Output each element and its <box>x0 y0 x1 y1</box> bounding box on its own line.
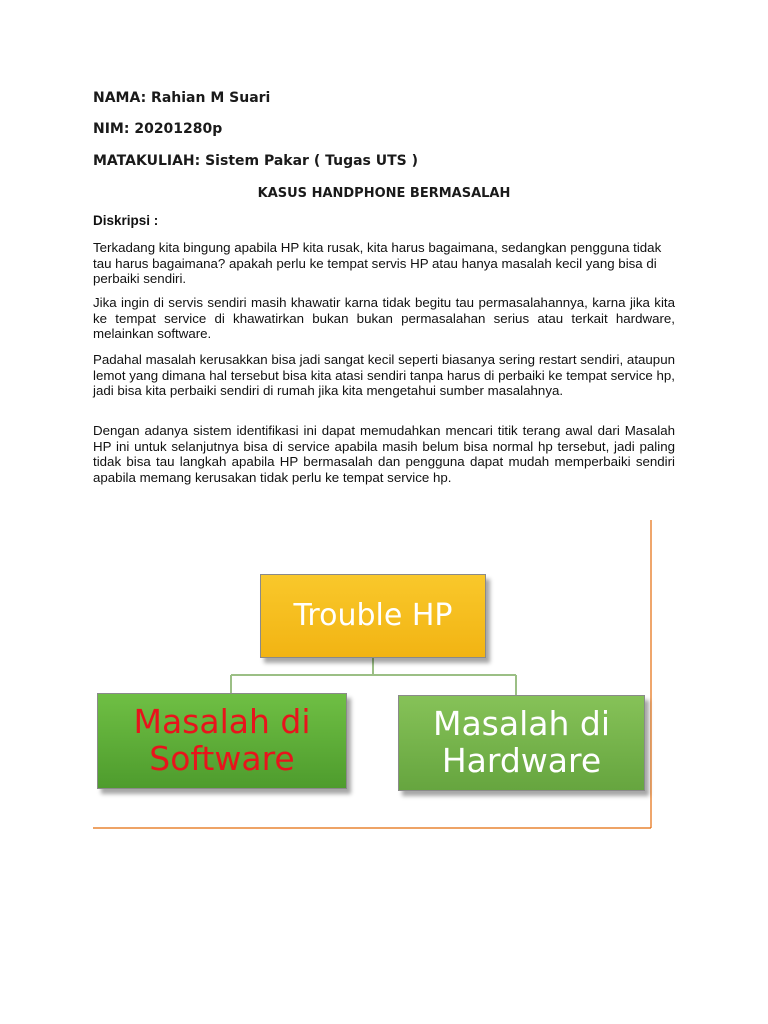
document-title: KASUS HANDPHONE BERMASALAH <box>257 186 511 201</box>
hardware-node-line2: Hardware <box>441 741 602 780</box>
student-name: NAMA: Rahian M Suari <box>93 90 271 106</box>
paragraph-4: Dengan adanya sistem identifikasi ini dapat memudahkan mencari titik terang awal dari Masalah HP ini untuk selanjutnya bisa di service apabila masih belum bisa normal hp tersebut, jadi paling tidak bisa tau langkah apabila HP bermasalah dan pengguna dapat mudah memperbaiki sendiri apabila memang kerusakan tidak perlu ke tempat service hp. <box>93 423 675 485</box>
trouble-hp-node <box>260 574 486 658</box>
software-problem-node <box>97 693 347 789</box>
software-node-line2: Software <box>149 739 295 778</box>
student-nim: NIM: 20201280p <box>93 121 223 137</box>
hardware-node-line1: Masalah di <box>432 704 611 744</box>
course-name: MATAKULIAH: Sistem Pakar ( Tugas UTS ) <box>93 153 419 169</box>
trouble-hp-label: Trouble HP <box>293 598 453 634</box>
paragraph-3: Padahal masalah kerusakkan bisa jadi sangat kecil seperti biasanya sering restart sendiri, ataupun lemot yang dimana hal tersebut bisa kita atasi sendiri tanpa harus di perbaiki ke tempat service hp, jadi bisa kita perbaiki sendiri di rumah jika kita mengetahui sumber masalahnya. <box>93 352 675 399</box>
paragraph-2: Jika ingin di servis sendiri masih khawatir karna tidak begitu tau permasalahannya, karna jika kita ke tempat service di khawatirkan bukan bukan permasalahan serius atau terkait hardware, melainkan software. <box>93 295 675 342</box>
paragraph-1: Terkadang kita bingung apabila HP kita rusak, kita harus bagaimana, sedangkan pengguna tidak tau harus bagaimana? apakah perlu ke tempat servis HP atau hanya masalah kecil yang bisa di perbaiki sendiri. <box>93 240 662 287</box>
hardware-problem-node <box>398 695 645 791</box>
section-heading: Diskripsi : <box>93 213 159 228</box>
software-node-line1: Masalah di <box>133 702 311 742</box>
